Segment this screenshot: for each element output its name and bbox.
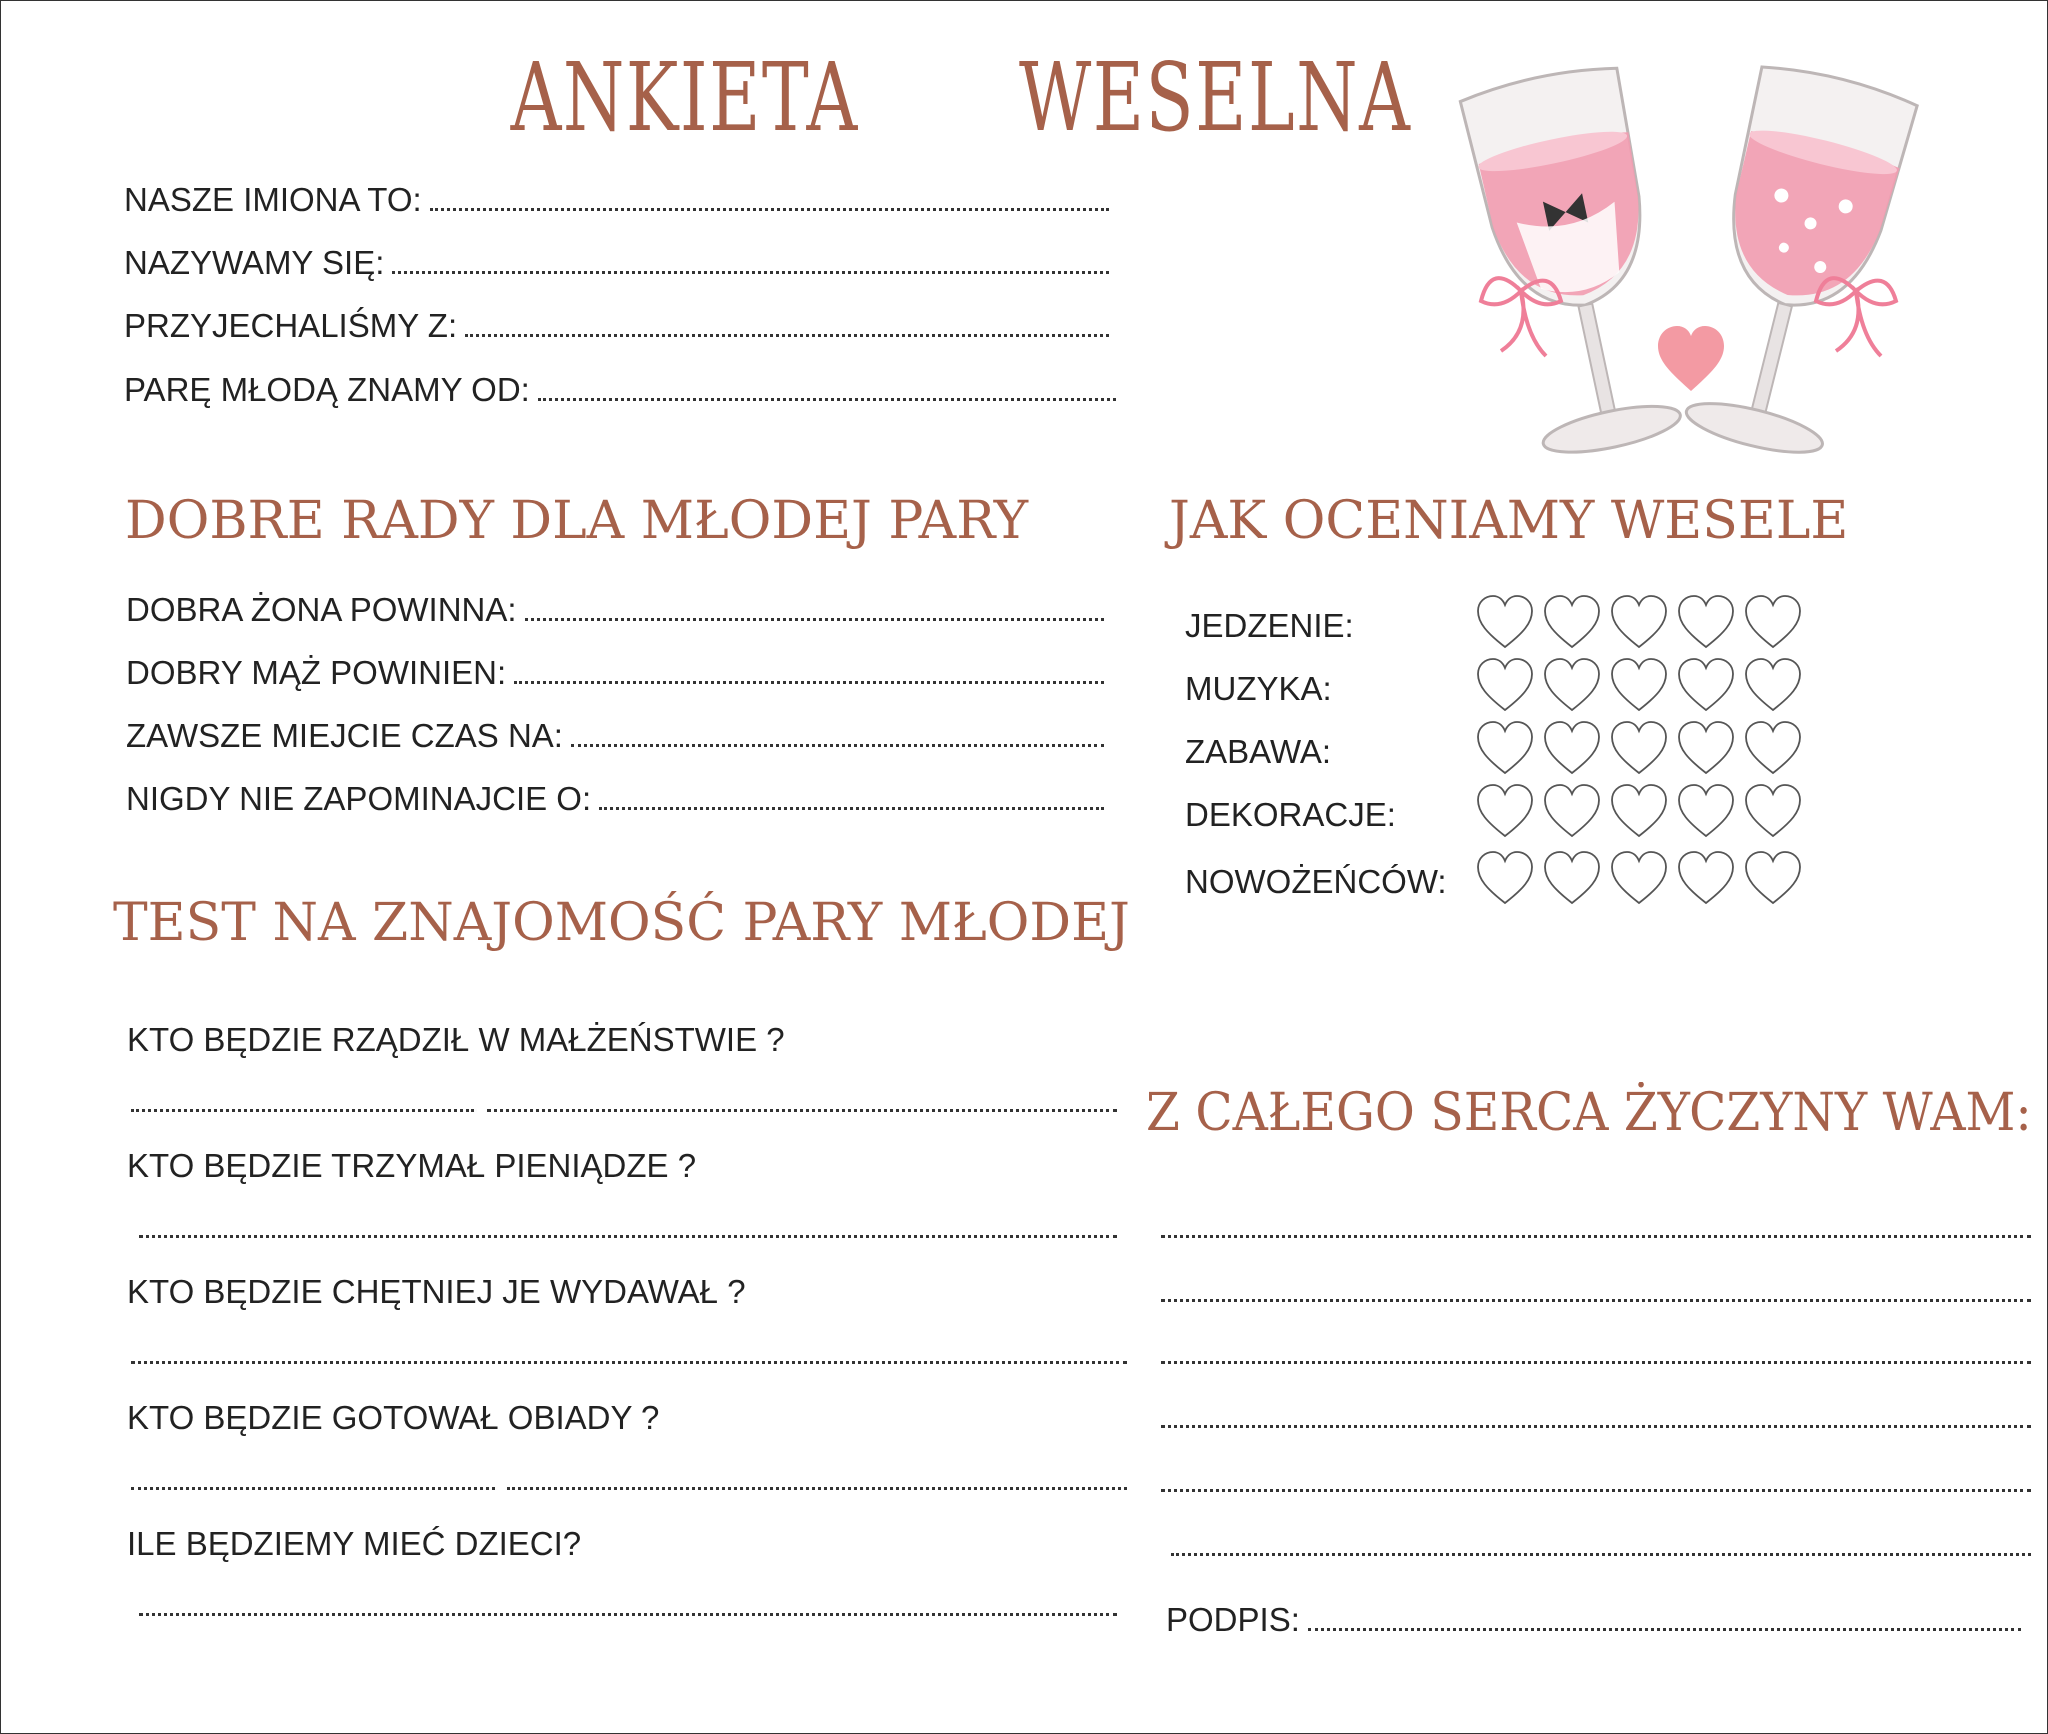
rating-row [1185,593,1825,653]
rating-hearts [1475,782,1803,840]
heart-icon[interactable] [1676,593,1736,651]
names-label: NASZE IMIONA TO: [124,181,422,218]
known-since-field[interactable] [124,363,1116,409]
test-question: ILE BĘDZIEMY MIEĆ DZIECI? [127,1525,582,1562]
signature-dotted-line [1308,1628,2021,1631]
rating-heading: JAK OCENIAMY WESELE [1169,491,1849,551]
heart-icon[interactable] [1542,849,1602,907]
heart-icon[interactable] [1609,656,1669,714]
surname-dotted-line [392,271,1109,274]
test-heading: TEST NA ZNAJOMOŚĆ PARY MŁODEJ [113,893,1130,953]
advice-never-label: NIGDY NIE ZAPOMINAJCIE O: [126,780,592,817]
page-title: ANKIETA WESELNA [510,43,1412,153]
rating-label: MUZYKA: [1185,670,1332,707]
known-since-dotted-line [538,398,1116,401]
advice-heading: DOBRE RADY DLA MŁODEJ PARY [125,491,1029,551]
heart-icon[interactable] [1609,849,1669,907]
wishes-line[interactable] [1161,1489,2031,1492]
heart-icon[interactable] [1743,849,1803,907]
test-answer-line[interactable] [139,1613,1117,1616]
signature-label: PODPIS: [1166,1601,1300,1638]
wishes-line[interactable] [1161,1361,2031,1364]
wishes-line[interactable] [1171,1553,2031,1556]
heart-icon[interactable] [1475,656,1535,714]
signature-field[interactable] [1166,1593,2021,1639]
test-answer-line[interactable] [507,1487,1127,1490]
names-field[interactable] [124,173,1109,219]
heart-icon[interactable] [1609,782,1669,840]
rating-label: NOWOŻEŃCÓW: [1185,863,1447,900]
surname-field[interactable] [124,236,1109,282]
known-since-label: PARĘ MŁODĄ ZNAMY OD: [124,371,530,408]
heart-icon[interactable] [1609,593,1669,651]
wishes-line[interactable] [1161,1235,2031,1238]
heart-icon[interactable] [1743,719,1803,777]
rating-hearts [1475,656,1803,714]
heart-icon[interactable] [1542,782,1602,840]
test-answer-line[interactable] [131,1109,474,1112]
advice-husband-label: DOBRY MĄŻ POWINIEN: [126,654,507,691]
test-answer-line[interactable] [131,1361,1127,1364]
heart-icon[interactable] [1475,849,1535,907]
advice-time-dotted-line [571,744,1104,747]
heart-icon[interactable] [1475,719,1535,777]
test-question: KTO BĘDZIE CHĘTNIEJ JE WYDAWAŁ ? [127,1273,746,1310]
advice-wife-field[interactable] [126,583,1104,629]
advice-husband-field[interactable] [126,646,1104,692]
wishes-line[interactable] [1161,1425,2031,1428]
rating-label: JEDZENIE: [1185,607,1354,644]
heart-icon[interactable] [1676,656,1736,714]
wishes-heading: Z CAŁEGO SERCA ŻYCZYNY WAM: [1146,1083,2032,1143]
rating-row [1185,782,1825,842]
advice-wife-dotted-line [525,618,1104,621]
names-dotted-line [430,208,1109,211]
rating-hearts [1475,593,1803,651]
test-question: KTO BĘDZIE TRZYMAŁ PIENIĄDZE ? [127,1147,697,1184]
heart-icon[interactable] [1475,782,1535,840]
origin-label: PRZYJECHALIŚMY Z: [124,307,458,344]
wishes-line[interactable] [1161,1299,2031,1302]
rating-hearts [1475,719,1803,777]
test-answer-line[interactable] [131,1487,495,1490]
heart-icon[interactable] [1542,719,1602,777]
advice-never-field[interactable] [126,772,1104,818]
test-answer-line[interactable] [139,1235,1117,1238]
advice-husband-dotted-line [514,681,1104,684]
rating-label: DEKORACJE: [1185,796,1396,833]
heart-icon[interactable] [1743,593,1803,651]
heart-icon[interactable] [1676,849,1736,907]
rating-hearts [1475,849,1803,907]
heart-icon[interactable] [1542,593,1602,651]
test-question: KTO BĘDZIE RZĄDZIŁ W MAŁŻEŃSTWIE ? [127,1021,785,1058]
advice-time-field[interactable] [126,709,1104,755]
heart-icon[interactable] [1743,656,1803,714]
heart-icon[interactable] [1542,656,1602,714]
heart-icon[interactable] [1676,719,1736,777]
advice-never-dotted-line [599,807,1104,810]
surname-label: NAZYWAMY SIĘ: [124,244,385,281]
wine-glasses-icon [1426,61,1946,481]
rating-label: ZABAWA: [1185,733,1332,770]
origin-field[interactable] [124,299,1109,345]
test-question: KTO BĘDZIE GOTOWAŁ OBIADY ? [127,1399,660,1436]
origin-dotted-line [465,334,1109,337]
heart-icon[interactable] [1475,593,1535,651]
advice-time-label: ZAWSZE MIEJCIE CZAS NA: [126,717,563,754]
test-answer-line[interactable] [487,1109,1117,1112]
heart-icon[interactable] [1676,782,1736,840]
heart-icon[interactable] [1743,782,1803,840]
rating-row [1185,656,1825,716]
rating-row [1185,849,1825,909]
rating-row [1185,719,1825,779]
heart-icon[interactable] [1609,719,1669,777]
advice-wife-label: DOBRA ŻONA POWINNA: [126,591,517,628]
